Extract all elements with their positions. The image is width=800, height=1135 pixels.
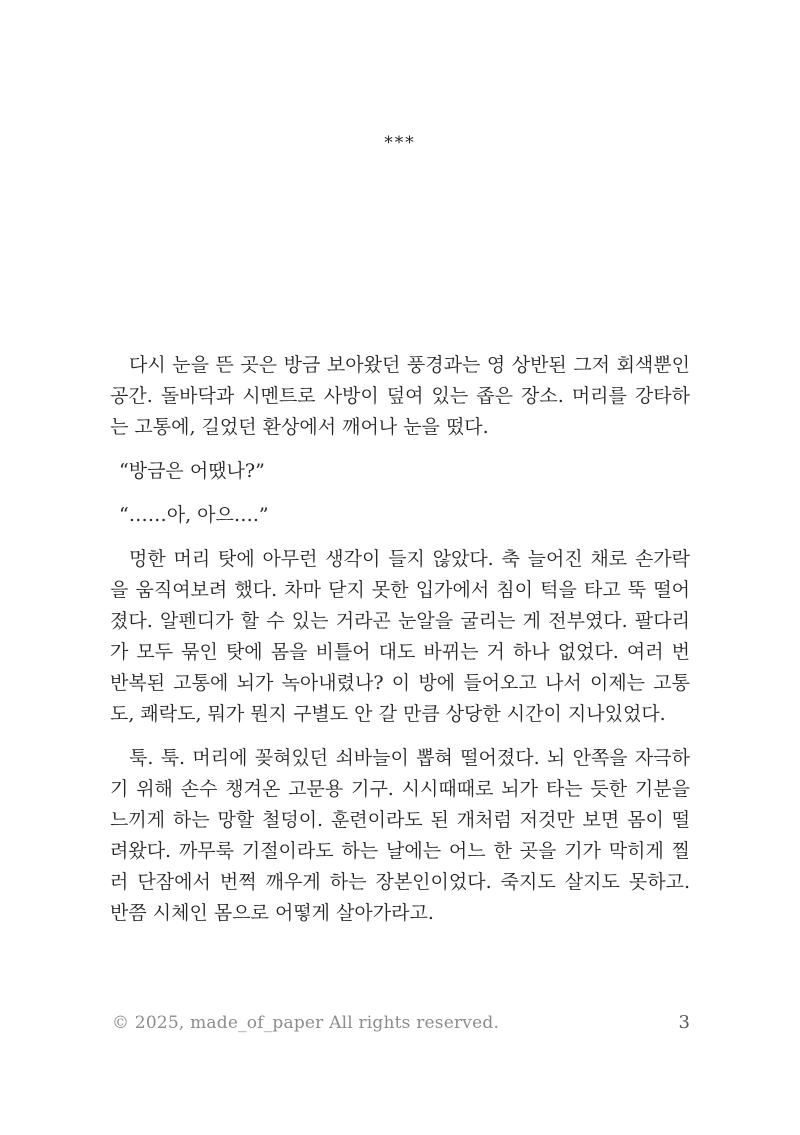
dialogue-paragraph-1: “방금은 어땠나?” [119,460,265,482]
page-number: 3 [678,1012,690,1033]
paragraph-2: 멍한 머리 탓에 아무런 생각이 들지 않았다. 축 늘어진 채로 손가락을 움직여보려 했다. 차마 닫지 못한 입가에서 침이 턱을 타고 뚝 떨어졌다. 알펜디가 할 수 있는 거라곤 눈알을 굴리는 게 전부였다. 팔다리가 모두 묶인 탓에 몸을 비틀어 대도 바뀌는 거 하나 없었다. 여러 번 반복된 고통에 뇌가 녹아내렸나? 이 방에 들어오고 나서 이제는 고통도, 쾌락도, 뭐가 뭔지 구별도 안 갈 만큼 상당한 시간이 지나있었다. [110,548,690,725]
paragraph-1: 다시 눈을 뜬 곳은 방금 보아왔던 풍경과는 영 상반된 그저 회색뿐인 공간. 돌바닥과 시멘트로 사방이 덮여 있는 좁은 장소. 머리를 강타하는 고통에, 길었던 환상에서 깨어나 눈을 떴다. [110,354,690,438]
copyright-notice: © 2025, made_of_paper All rights reserved. [112,1013,500,1033]
dialogue-paragraph-2: “……아, 아으….” [119,504,269,526]
page-footer [112,1010,690,1036]
section-divider: *** [384,133,416,153]
page-content [110,350,690,942]
paragraph-3: 툭. 툭. 머리에 꽂혀있던 쇠바늘이 뽑혀 떨어졌다. 뇌 안쪽을 자극하기 위해 손수 챙겨온 고문용 기구. 시시때때로 뇌가 타는 듯한 기분을 느끼게 하는 망할 철덩이. 훈련이라도 된 개처럼 저것만 보면 몸이 떨려왔다. 까무룩 기절이라도 하는 날에는 어느 한 곳을 기가 막히게 찔러 단잠에서 번쩍 깨우게 하는 장본인이었다. 죽지도 살지도 못하고. 반쯤 시체인 몸으로 어떻게 살아가라고. [110,747,690,924]
